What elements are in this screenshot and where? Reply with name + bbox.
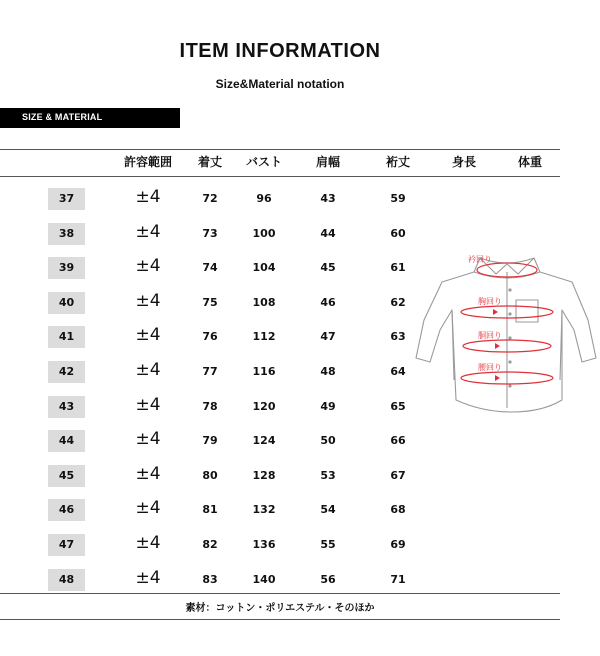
table-row (0, 534, 600, 568)
tolerance-cell: ±4 (135, 325, 161, 345)
bust-cell: 100 (252, 227, 276, 240)
size-label: 48 (48, 569, 85, 591)
divider-bottom (0, 619, 560, 620)
length-cell: 73 (202, 227, 218, 240)
bust-cell: 124 (252, 434, 276, 447)
length-cell: 76 (202, 330, 218, 343)
page-title: ITEM INFORMATION (179, 40, 381, 62)
shoulder-cell: 43 (320, 192, 336, 205)
col-header-height: 身長 (451, 155, 476, 169)
material-note: 素材：コットン・ポリエステル・そのほか (185, 603, 375, 614)
shoulder-cell: 45 (320, 261, 336, 274)
tolerance-cell: ±4 (135, 498, 161, 518)
tolerance-cell: ±4 (135, 533, 161, 553)
sleeve-cell: 62 (390, 296, 406, 309)
sleeve-cell: 59 (390, 192, 406, 205)
sleeve-cell: 63 (390, 330, 406, 343)
table-row (0, 430, 600, 464)
length-cell: 72 (202, 192, 218, 205)
tolerance-cell: ±4 (135, 429, 161, 449)
bust-cell: 108 (252, 296, 276, 309)
col-header-tolerance: 許容範囲 (123, 155, 172, 169)
tolerance-cell: ±4 (135, 222, 161, 242)
length-cell: 77 (202, 365, 218, 378)
bust-cell: 104 (252, 261, 276, 274)
shoulder-cell: 46 (320, 296, 336, 309)
size-label: 47 (48, 534, 85, 556)
tolerance-cell: ±4 (135, 568, 161, 588)
length-cell: 82 (202, 538, 218, 551)
tolerance-cell: ±4 (135, 256, 161, 276)
shoulder-cell: 50 (320, 434, 336, 447)
shoulder-cell: 49 (320, 400, 336, 413)
col-header-weight: 体重 (517, 155, 542, 169)
shoulder-cell: 55 (320, 538, 336, 551)
bust-cell: 140 (252, 573, 276, 586)
length-cell: 83 (202, 573, 218, 586)
col-header-length: 着丈 (197, 155, 222, 169)
size-label: 41 (48, 326, 85, 348)
size-label: 42 (48, 361, 85, 383)
size-label: 40 (48, 292, 85, 314)
divider-header (0, 176, 560, 177)
table-row (0, 499, 600, 533)
page-subtitle: Size&Material notation (215, 77, 345, 91)
tolerance-cell: ±4 (135, 291, 161, 311)
bust-cell: 132 (252, 503, 276, 516)
col-header-sleeve: 裄丈 (385, 155, 410, 169)
tolerance-cell: ±4 (135, 395, 161, 415)
sleeve-cell: 61 (390, 261, 406, 274)
sleeve-cell: 64 (390, 365, 406, 378)
length-cell: 75 (202, 296, 218, 309)
shoulder-cell: 53 (320, 469, 336, 482)
hip-label: 腰回り (478, 363, 502, 372)
sleeve-cell: 60 (390, 227, 406, 240)
shirt-icon (412, 250, 600, 430)
section-header (0, 108, 180, 128)
sleeve-cell: 66 (390, 434, 406, 447)
sleeve-cell: 69 (390, 538, 406, 551)
col-header-bust: バスト (245, 155, 282, 169)
tolerance-cell: ±4 (135, 187, 161, 207)
sleeve-cell: 68 (390, 503, 406, 516)
sleeve-cell: 67 (390, 469, 406, 482)
sleeve-cell: 71 (390, 573, 406, 586)
section-label: SIZE & MATERIAL (22, 112, 103, 122)
bust-cell: 116 (252, 365, 276, 378)
size-label: 44 (48, 430, 85, 452)
size-label: 43 (48, 396, 85, 418)
size-label: 38 (48, 223, 85, 245)
bust-cell: 136 (252, 538, 276, 551)
chest-label: 胸回り (478, 297, 502, 306)
shirt-measure-diagram (412, 250, 600, 430)
bust-cell: 128 (252, 469, 276, 482)
shoulder-cell: 44 (320, 227, 336, 240)
size-label: 37 (48, 188, 85, 210)
bust-cell: 96 (256, 192, 272, 205)
size-label: 39 (48, 257, 85, 279)
tolerance-cell: ±4 (135, 360, 161, 380)
shoulder-cell: 48 (320, 365, 336, 378)
shoulder-cell: 54 (320, 503, 336, 516)
table-row (0, 569, 600, 603)
size-label: 45 (48, 465, 85, 487)
waist-label: 胴回り (478, 331, 502, 340)
bust-cell: 112 (252, 330, 276, 343)
collar-label: 衿回り (468, 255, 492, 264)
divider-footer (0, 593, 560, 594)
shoulder-cell: 47 (320, 330, 336, 343)
length-cell: 79 (202, 434, 218, 447)
length-cell: 81 (202, 503, 218, 516)
divider-top (0, 149, 560, 150)
length-cell: 78 (202, 400, 218, 413)
sleeve-cell: 65 (390, 400, 406, 413)
size-label: 46 (48, 499, 85, 521)
bust-cell: 120 (252, 400, 276, 413)
shoulder-cell: 56 (320, 573, 336, 586)
length-cell: 80 (202, 469, 218, 482)
col-header-shoulder: 肩幅 (315, 155, 340, 169)
table-row (0, 188, 600, 222)
length-cell: 74 (202, 261, 218, 274)
tolerance-cell: ±4 (135, 464, 161, 484)
table-row (0, 465, 600, 499)
